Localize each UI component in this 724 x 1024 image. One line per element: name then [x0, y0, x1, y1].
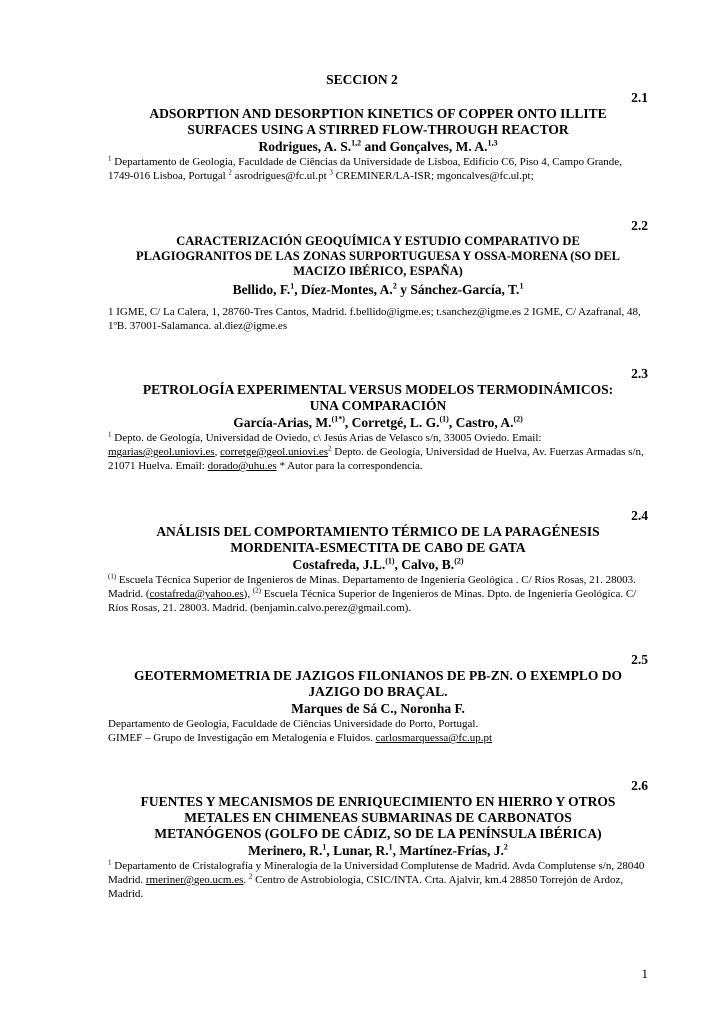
entry-authors: Costafreda, J.L.$^{(1)}$, Calvo, B.$^{(2)}$ — [292, 556, 464, 572]
entry-title: GEOTERMOMETRIA DE JAZIGOS FILONIANOS DE PB-ZN. O EXEMPLO DO JAZIGO DO BRAÇAL. — [134, 668, 622, 699]
entry-title: CARACTERIZACIÓN GEOQUÍMICA Y ESTUDIO COMPARATIVO DE PLAGIOGRANITOS DE LAS ZONAS SURPORTUGUESA Y OSSA-MORENA (SO DEL MACIZO IBÉRICO, ESPAÑA) — [136, 234, 620, 278]
entry-number: 2.1 — [631, 90, 648, 105]
entry-title: PETROLOGÍA EXPERIMENTAL VERSUS MODELOS TERMODINÁMICOS: UNA COMPARACIÓN — [142, 382, 614, 413]
email-link[interactable]: carlosmarquessa@fc.up.pt — [375, 732, 493, 744]
entry-authors: Marques de Sá C., Noronha F. — [291, 701, 465, 716]
entry-authors: Bellido, F.$^1$, Díez-Montes, A.$^2$ y Sánchez-García, T.$^1$ — [232, 281, 524, 297]
entry-title: FUENTES Y MECANISMOS DE ENRIQUECIMIENTO EN HIERRO Y OTROS METALES EN CHIMENEAS SUBMARINAS DE CARBONATOS METANÓGENOS (GOLFO DE CÁDIZ, SO DE LA PENÍNSULA IBÉRICA) — [140, 794, 616, 841]
email-link[interactable]: rmeriner@geo.ucm.es — [145, 874, 244, 886]
email-link[interactable]: costafreda@yahoo.es — [149, 588, 244, 600]
email-link[interactable]: corretge@geol.uniovi.es — [220, 446, 329, 458]
abstract-entry-2-1 — [108, 90, 648, 183]
abstract-entry-2-4 — [108, 508, 648, 615]
entry-authors: Rodrigues, A. S.$^{1,2}$ and Gonçalves, M. A.$^{1,3}$ — [258, 138, 498, 154]
entry-authors: Merinero, R.$^1$, Lunar, R.$^1$, Martínez-Frías, J.$^2$ — [248, 842, 508, 858]
email-link[interactable]: dorado@uhu.es — [207, 460, 277, 472]
entry-number: 2.6 — [631, 778, 648, 793]
email-link[interactable]: mgarias@geol.uniovi.es — [108, 446, 215, 458]
page-number: 1 — [641, 966, 648, 981]
entry-number: 2.3 — [631, 366, 648, 381]
entry-affiliation: $^1$ Departamento de Cristalografía y Mineralogía de la Universidad Complutense de Madrid. Avda Complutense s/n, 28040 Madrid. rmeriner@geo.ucm.es. $^2$ Centro de Astrobiología, CSIC/INTA. Crta. Ajalvir, km.4 28850 Torrejón de Ardoz, Madrid. — [108, 858, 645, 900]
abstract-entry-2-5 — [108, 652, 648, 745]
entry-title: ANÁLISIS DEL COMPORTAMIENTO TÉRMICO DE LA PARAGÉNESIS MORDENITA-ESMECTITA DE CABO DE GATA — [156, 524, 600, 555]
entry-affiliation: Departamento de Geologia, Faculdade de Ciências Universidade do Porto, Portugal. GIMEF – Grupo de Investigação em Metalogenia e Fluidos. carlosmarquessa@fc.up.pt — [108, 718, 493, 744]
entry-title: ADSORPTION AND DESORPTION KINETICS OF COPPER ONTO ILLITE SURFACES USING A STIRRED FLOW-THROUGH REACTOR — [149, 106, 607, 137]
entry-number: 2.2 — [631, 218, 648, 233]
entry-number: 2.4 — [631, 508, 648, 523]
entry-affiliation: 1 IGME, C/ La Calera, 1, 28760-Tres Cantos, Madrid. f.bellido@igme.es; t.sanchez@igme.es 2 IGME, C/ Azafranal, 48, 1ºB. 37001-Salamanca. al.diez@igme.es — [108, 306, 641, 332]
abstract-entry-2-6 — [108, 778, 648, 901]
entry-authors: García-Arias, M.$^{(1*)}$, Corretgé, L. G.$^{(1)}$, Castro, A.$^{(2)}$ — [233, 414, 523, 430]
abstract-entry-2-2 — [108, 218, 648, 333]
entry-affiliation: $^{(1)}$ Escuela Técnica Superior de Ingenieros de Minas. Departamento de Ingeniería Geológica . C/ Ríos Rosas, 21. 28003. Madrid. (costafreda@yahoo.es), $^{(2)}$ Escuela Técnica Superior de Ingenieros de Minas. Dpto. de Ingeniería Geológica. C/ Ríos Rosas, 21. 28003. Madrid. (benjamin.calvo.perez@gmail.com). — [108, 572, 637, 614]
abstract-entry-2-3 — [108, 366, 648, 473]
section-title: SECCION 2 — [326, 72, 398, 87]
entry-number: 2.5 — [631, 652, 648, 667]
entry-affiliation: $^1$ Depto. de Geología, Universidad de Oviedo, c\ Jesús Arias de Velasco s/n, 33005 Oviedo. Email: mgarias@geol.uniovi.es, $corretge@geol.uniovi.es^2$ Depto. de Geología, Universidad de Huelva, Av. Fuerzas Armadas s/n, 21071 Huelva. Email: dorado@uhu.es * Autor para la correspondencia. — [108, 430, 644, 472]
entry-affiliation: $^1$ Departamento de Geologia, Faculdade de Ciências da Universidade de Lisboa, Edifício C6, Piso 4, Campo Grande, 1749-016 Lisboa, Portugal $^2$ asrodrigues@fc.ul.pt $^3$ CREMINER/LA-ISR; mgoncalves@fc.ul.pt; — [108, 154, 622, 182]
